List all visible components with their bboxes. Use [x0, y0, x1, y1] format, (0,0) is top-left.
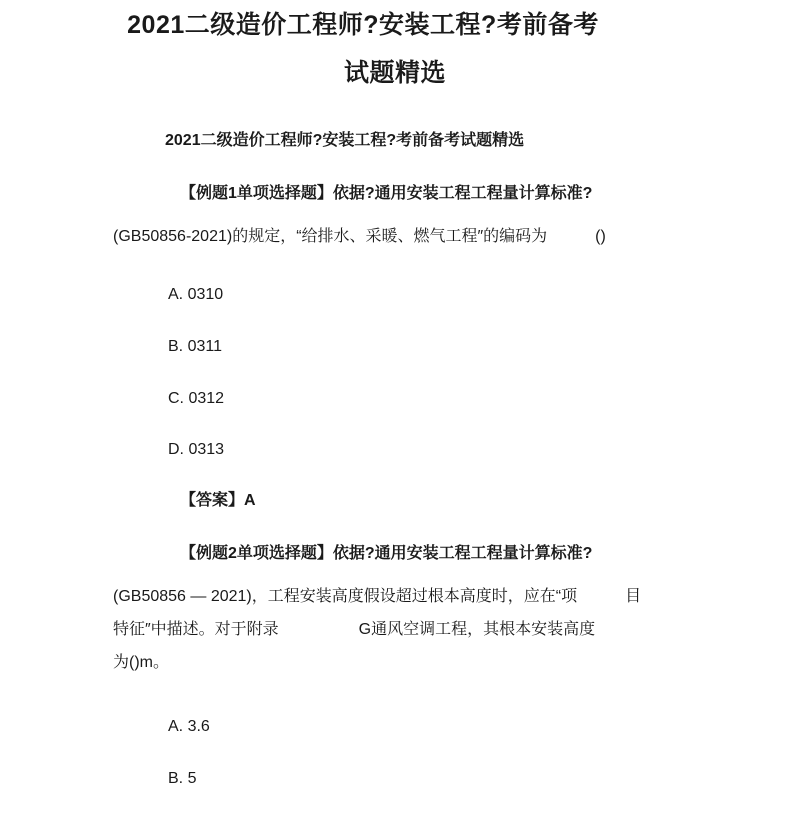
- question-2-body-line-3: 为()m。: [113, 654, 169, 671]
- doc-subtitle: 2021二级造价工程师?安装工程?考前备考试题精选: [165, 132, 525, 149]
- question-2-option-b: B. 5: [168, 770, 197, 787]
- question-2-body-line-1: (GB50856 — 2021)，工程安装高度假设超过根本高度时，应在“项 目: [113, 588, 642, 605]
- doc-title-line-1: 2021二级造价工程师?安装工程?考前备考: [127, 11, 599, 39]
- question-1-option-c: C. 0312: [168, 390, 225, 407]
- question-1-body: (GB50856-2021)的规定，“给排水、采暖、燃气工程″的编码为 (): [113, 228, 606, 245]
- question-2-option-a: A. 3.6: [168, 718, 210, 735]
- question-1-option-d: D. 0313: [168, 441, 225, 458]
- doc-title-line-2: 试题精选: [343, 59, 446, 87]
- question-1-option-a: A. 0310: [168, 286, 224, 303]
- question-2-body-line-2: 特征″中描述。对于附录 G通风空调工程，其根本安装高度: [113, 621, 596, 638]
- question-1-answer: 【答案】A: [180, 492, 256, 509]
- question-2-heading: 【例题2单项选择题】依据?通用安装工程工程量计算标准?: [180, 545, 593, 562]
- question-1-option-b: B. 0311: [168, 338, 222, 355]
- question-1-heading: 【例题1单项选择题】依据?通用安装工程工程量计算标准?: [180, 185, 593, 202]
